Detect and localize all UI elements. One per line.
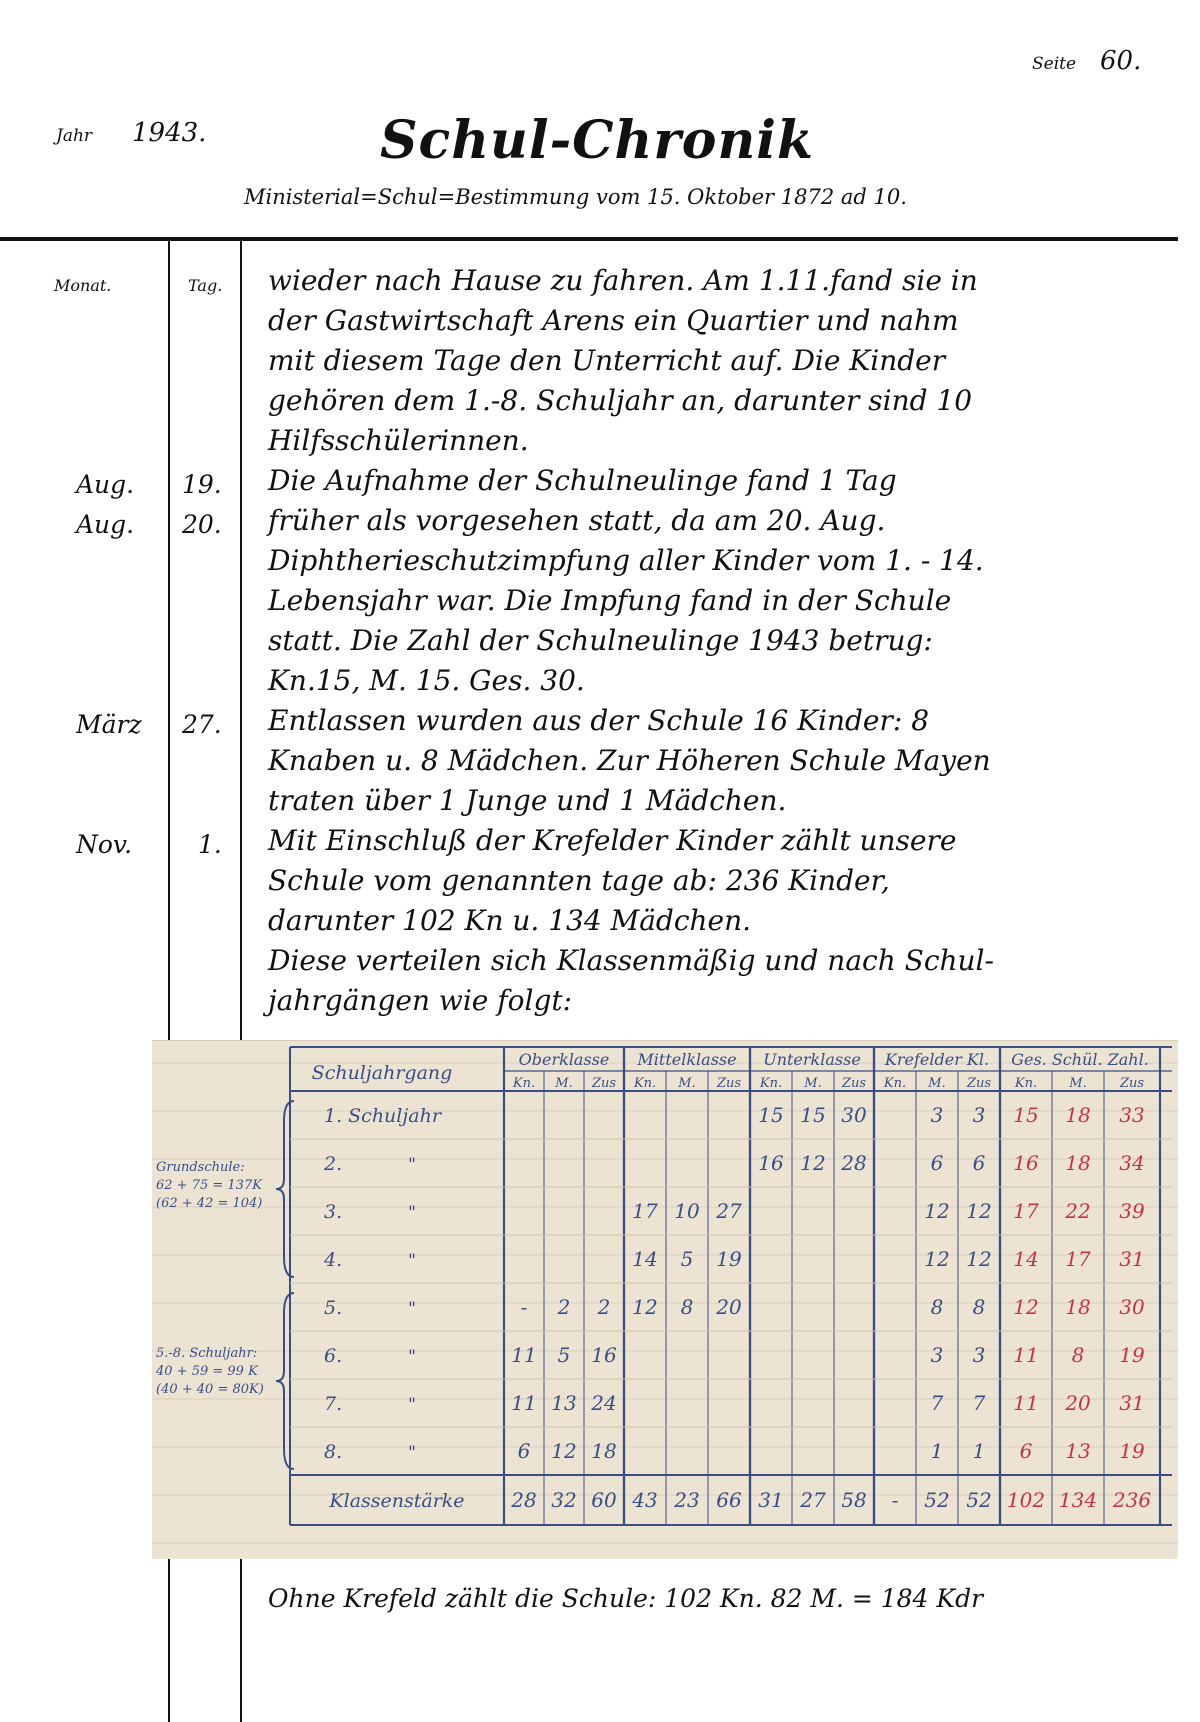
- table-cell: 12: [632, 1295, 658, 1319]
- text-line: traten über 1 Junge und 1 Mädchen.: [268, 784, 787, 817]
- table-cell: 12: [966, 1199, 992, 1223]
- text-line: der Gastwirtschaft Arens ein Quartier und nahm: [268, 304, 959, 337]
- text-line: Die Aufnahme der Schulneulinge fand 1 Tag: [268, 464, 897, 497]
- text-line: mit diesem Tage den Unterricht auf. Die Kinder: [268, 344, 946, 377]
- table-cell: 8: [1071, 1343, 1085, 1367]
- table-cell: 6: [972, 1151, 986, 1175]
- table-cell: 32: [551, 1488, 577, 1512]
- entry-month: Aug.: [76, 510, 135, 539]
- brace-oberstufe: [276, 1293, 294, 1469]
- table-cell: 15: [758, 1103, 784, 1127]
- text-line: Knaben u. 8 Mädchen. Zur Höheren Schule Mayen: [268, 744, 991, 777]
- page-title: Schul-Chronik: [380, 110, 815, 171]
- row-label: 5.: [324, 1297, 343, 1319]
- side-note-line: 62 + 75 = 137K: [156, 1178, 262, 1193]
- table-cell: 27: [716, 1199, 742, 1223]
- text-line: Lebensjahr war. Die Impfung fand in der Schule: [268, 584, 952, 617]
- text-line: Diphtherieschutzimpfung aller Kinder vom 1. - 14.: [268, 544, 984, 577]
- table-cell: 7: [972, 1391, 986, 1415]
- table-cell: 8: [972, 1295, 986, 1319]
- table-cell: 24: [591, 1391, 617, 1415]
- table-subheader: Kn.: [633, 1076, 657, 1091]
- page-label: Seite: [1032, 54, 1077, 74]
- class-distribution-table: [152, 1041, 1178, 1559]
- entry-month: Aug.: [76, 470, 135, 499]
- table-cell: 12: [924, 1247, 950, 1271]
- table-cell: 13: [551, 1391, 577, 1415]
- table-cell: 19: [716, 1247, 742, 1271]
- table-subheader: Zus: [716, 1076, 742, 1091]
- table-cell: 134: [1058, 1488, 1098, 1512]
- column-header-monat: Monat.: [54, 276, 112, 295]
- table-cell: 52: [966, 1488, 992, 1512]
- table-cell: 17: [1013, 1199, 1039, 1223]
- table-subheader: M.: [928, 1076, 946, 1091]
- row-label: 6.: [324, 1345, 343, 1367]
- table-cell: 20: [716, 1295, 742, 1319]
- ditto-mark: ": [408, 1155, 416, 1175]
- table-subheader: Zus: [591, 1076, 617, 1091]
- table-subheader: M.: [678, 1076, 696, 1091]
- text-line: darunter 102 Kn u. 134 Mädchen.: [268, 904, 752, 937]
- table-subheader: M.: [555, 1076, 573, 1091]
- table-cell: 12: [966, 1247, 992, 1271]
- table-cell: -: [891, 1488, 899, 1512]
- table-cell: 1: [930, 1439, 944, 1463]
- table-cell: 28: [511, 1488, 537, 1512]
- table-group-header: Ges. Schül. Zahl.: [1011, 1050, 1149, 1069]
- table-cell: 30: [841, 1103, 867, 1127]
- table-cell: 18: [591, 1439, 617, 1463]
- table-cell: 12: [551, 1439, 577, 1463]
- ditto-mark: ": [408, 1443, 416, 1463]
- table-cell: 11: [1013, 1343, 1039, 1367]
- side-note-line: (40 + 40 = 80K): [156, 1382, 264, 1397]
- column-header-tag: Tag.: [188, 276, 223, 295]
- table-cell: 14: [632, 1247, 658, 1271]
- footer-note: Ohne Krefeld zählt die Schule: 102 Kn. 82 M. = 184 Kdr: [268, 1584, 984, 1613]
- year-label: Jahr: [56, 126, 93, 146]
- table-cell: 3: [930, 1343, 944, 1367]
- table-cell: 8: [680, 1295, 694, 1319]
- table-group-header: Krefelder Kl.: [884, 1050, 990, 1069]
- table-cell: 2: [597, 1295, 611, 1319]
- table-cell: 12: [1013, 1295, 1039, 1319]
- row-label: 2.: [324, 1153, 343, 1175]
- table-cell: 39: [1119, 1199, 1145, 1223]
- text-line: gehören dem 1.-8. Schuljahr an, darunter sind 10: [268, 384, 973, 417]
- table-subheader: Kn.: [512, 1076, 536, 1091]
- table-cell: 3: [972, 1343, 986, 1367]
- table-cell: 16: [758, 1151, 784, 1175]
- text-line: Diese verteilen sich Klassenmäßig und nach Schul-: [268, 944, 994, 977]
- table-cell: 19: [1119, 1439, 1145, 1463]
- brace-grundschule: [276, 1101, 294, 1277]
- table-cell: 6: [1019, 1439, 1033, 1463]
- table-cell: 52: [924, 1488, 950, 1512]
- table-cell: 15: [1013, 1103, 1039, 1127]
- table-subheader: Kn.: [1014, 1076, 1038, 1091]
- table-cell: 17: [632, 1199, 658, 1223]
- table-cell: 102: [1006, 1488, 1046, 1512]
- table-cell: 18: [1065, 1103, 1091, 1127]
- table-cell: 30: [1119, 1295, 1145, 1319]
- table-cell: 23: [674, 1488, 700, 1512]
- table-cell: 6: [930, 1151, 944, 1175]
- ditto-mark: ": [408, 1203, 416, 1223]
- table-cell: 60: [591, 1488, 617, 1512]
- table-cell: 13: [1065, 1439, 1091, 1463]
- table-cell: 11: [511, 1343, 537, 1367]
- table-cell: 5: [557, 1343, 571, 1367]
- table-cell: 18: [1065, 1151, 1091, 1175]
- side-note-line: Grundschule:: [156, 1160, 245, 1175]
- text-line: statt. Die Zahl der Schulneulinge 1943 betrug:: [268, 624, 933, 657]
- table-row-header: Schuljahrgang: [311, 1062, 453, 1084]
- table-cell: 8: [930, 1295, 944, 1319]
- total-label: Klassenstärke: [329, 1490, 465, 1512]
- table-cell: 15: [800, 1103, 826, 1127]
- table-cell: 236: [1112, 1488, 1152, 1512]
- table-cell: 3: [972, 1103, 986, 1127]
- entry-day: 27.: [182, 710, 222, 739]
- row-label: 8.: [324, 1441, 343, 1463]
- ditto-mark: ": [408, 1347, 416, 1367]
- text-line: Entlassen wurden aus der Schule 16 Kinder: 8: [268, 704, 930, 737]
- side-note-line: 5.-8. Schuljahr:: [156, 1346, 258, 1361]
- ditto-mark: ": [408, 1395, 416, 1415]
- ditto-mark: ": [408, 1251, 416, 1271]
- row-label: 3.: [324, 1201, 343, 1223]
- table-cell: 22: [1065, 1199, 1091, 1223]
- pasted-table-image: [152, 1040, 1178, 1559]
- text-line: Hilfsschülerinnen.: [268, 424, 529, 457]
- table-cell: 31: [1119, 1391, 1145, 1415]
- year-value: 1943.: [132, 118, 207, 148]
- table-cell: 28: [841, 1151, 867, 1175]
- table-cell: 12: [800, 1151, 826, 1175]
- table-cell: 19: [1119, 1343, 1145, 1367]
- table-subheader: M.: [1069, 1076, 1087, 1091]
- table-cell: 2: [557, 1295, 571, 1319]
- text-line: jahrgängen wie folgt:: [268, 984, 573, 1017]
- table-cell: 18: [1065, 1295, 1091, 1319]
- table-group-header: Oberklasse: [518, 1050, 610, 1069]
- table-cell: 66: [716, 1488, 742, 1512]
- table-cell: 20: [1065, 1391, 1091, 1415]
- table-subheader: Zus: [841, 1076, 867, 1091]
- table-cell: 31: [1119, 1247, 1145, 1271]
- entry-month: Nov.: [76, 830, 133, 859]
- table-cell: 14: [1013, 1247, 1039, 1271]
- table-cell: 6: [517, 1439, 531, 1463]
- table-group-header: Mittelklasse: [637, 1050, 737, 1069]
- entry-day: 19.: [182, 470, 222, 499]
- table-cell: 58: [841, 1488, 867, 1512]
- entry-month: März: [76, 710, 142, 739]
- table-subheader: M.: [804, 1076, 822, 1091]
- table-cell: 31: [758, 1488, 784, 1512]
- page-subtitle: Ministerial=Schul=Bestimmung vom 15. Oktober 1872 ad 10.: [244, 185, 907, 209]
- table-subheader: Zus: [1119, 1076, 1145, 1091]
- row-label: 7.: [324, 1393, 343, 1415]
- text-line: Kn.15, M. 15. Ges. 30.: [268, 664, 585, 697]
- table-cell: 10: [674, 1199, 700, 1223]
- table-group-header: Unterklasse: [763, 1050, 861, 1069]
- text-line: wieder nach Hause zu fahren. Am 1.11.fand sie in: [268, 264, 978, 297]
- row-label: 1. Schuljahr: [324, 1105, 441, 1127]
- table-cell: -: [520, 1295, 528, 1319]
- side-note-line: 40 + 59 = 99 K: [156, 1364, 258, 1379]
- page-number: 60.: [1100, 46, 1142, 76]
- table-cell: 16: [1013, 1151, 1039, 1175]
- table-cell: 33: [1119, 1103, 1145, 1127]
- table-cell: 1: [972, 1439, 986, 1463]
- table-cell: 3: [930, 1103, 944, 1127]
- table-cell: 12: [924, 1199, 950, 1223]
- row-label: 4.: [324, 1249, 343, 1271]
- table-cell: 11: [511, 1391, 537, 1415]
- side-note-line: (62 + 42 = 104): [156, 1196, 263, 1211]
- table-cell: 27: [800, 1488, 826, 1512]
- table-cell: 7: [930, 1391, 944, 1415]
- text-line: früher als vorgesehen statt, da am 20. Aug.: [268, 504, 886, 537]
- table-cell: 11: [1013, 1391, 1039, 1415]
- table-cell: 34: [1119, 1151, 1145, 1175]
- table-subheader: Kn.: [759, 1076, 783, 1091]
- table-subheader: Zus: [966, 1076, 992, 1091]
- ditto-mark: ": [408, 1299, 416, 1319]
- text-line: Schule vom genannten tage ab: 236 Kinder,: [268, 864, 890, 897]
- table-cell: 16: [591, 1343, 617, 1367]
- text-line: Mit Einschluß der Krefelder Kinder zählt unsere: [268, 824, 957, 857]
- table-cell: 43: [632, 1488, 658, 1512]
- table-cell: 17: [1065, 1247, 1091, 1271]
- entry-day: 20.: [182, 510, 222, 539]
- entry-day: 1.: [198, 830, 222, 859]
- header-divider: [0, 237, 1178, 241]
- table-subheader: Kn.: [883, 1076, 907, 1091]
- table-cell: 5: [680, 1247, 694, 1271]
